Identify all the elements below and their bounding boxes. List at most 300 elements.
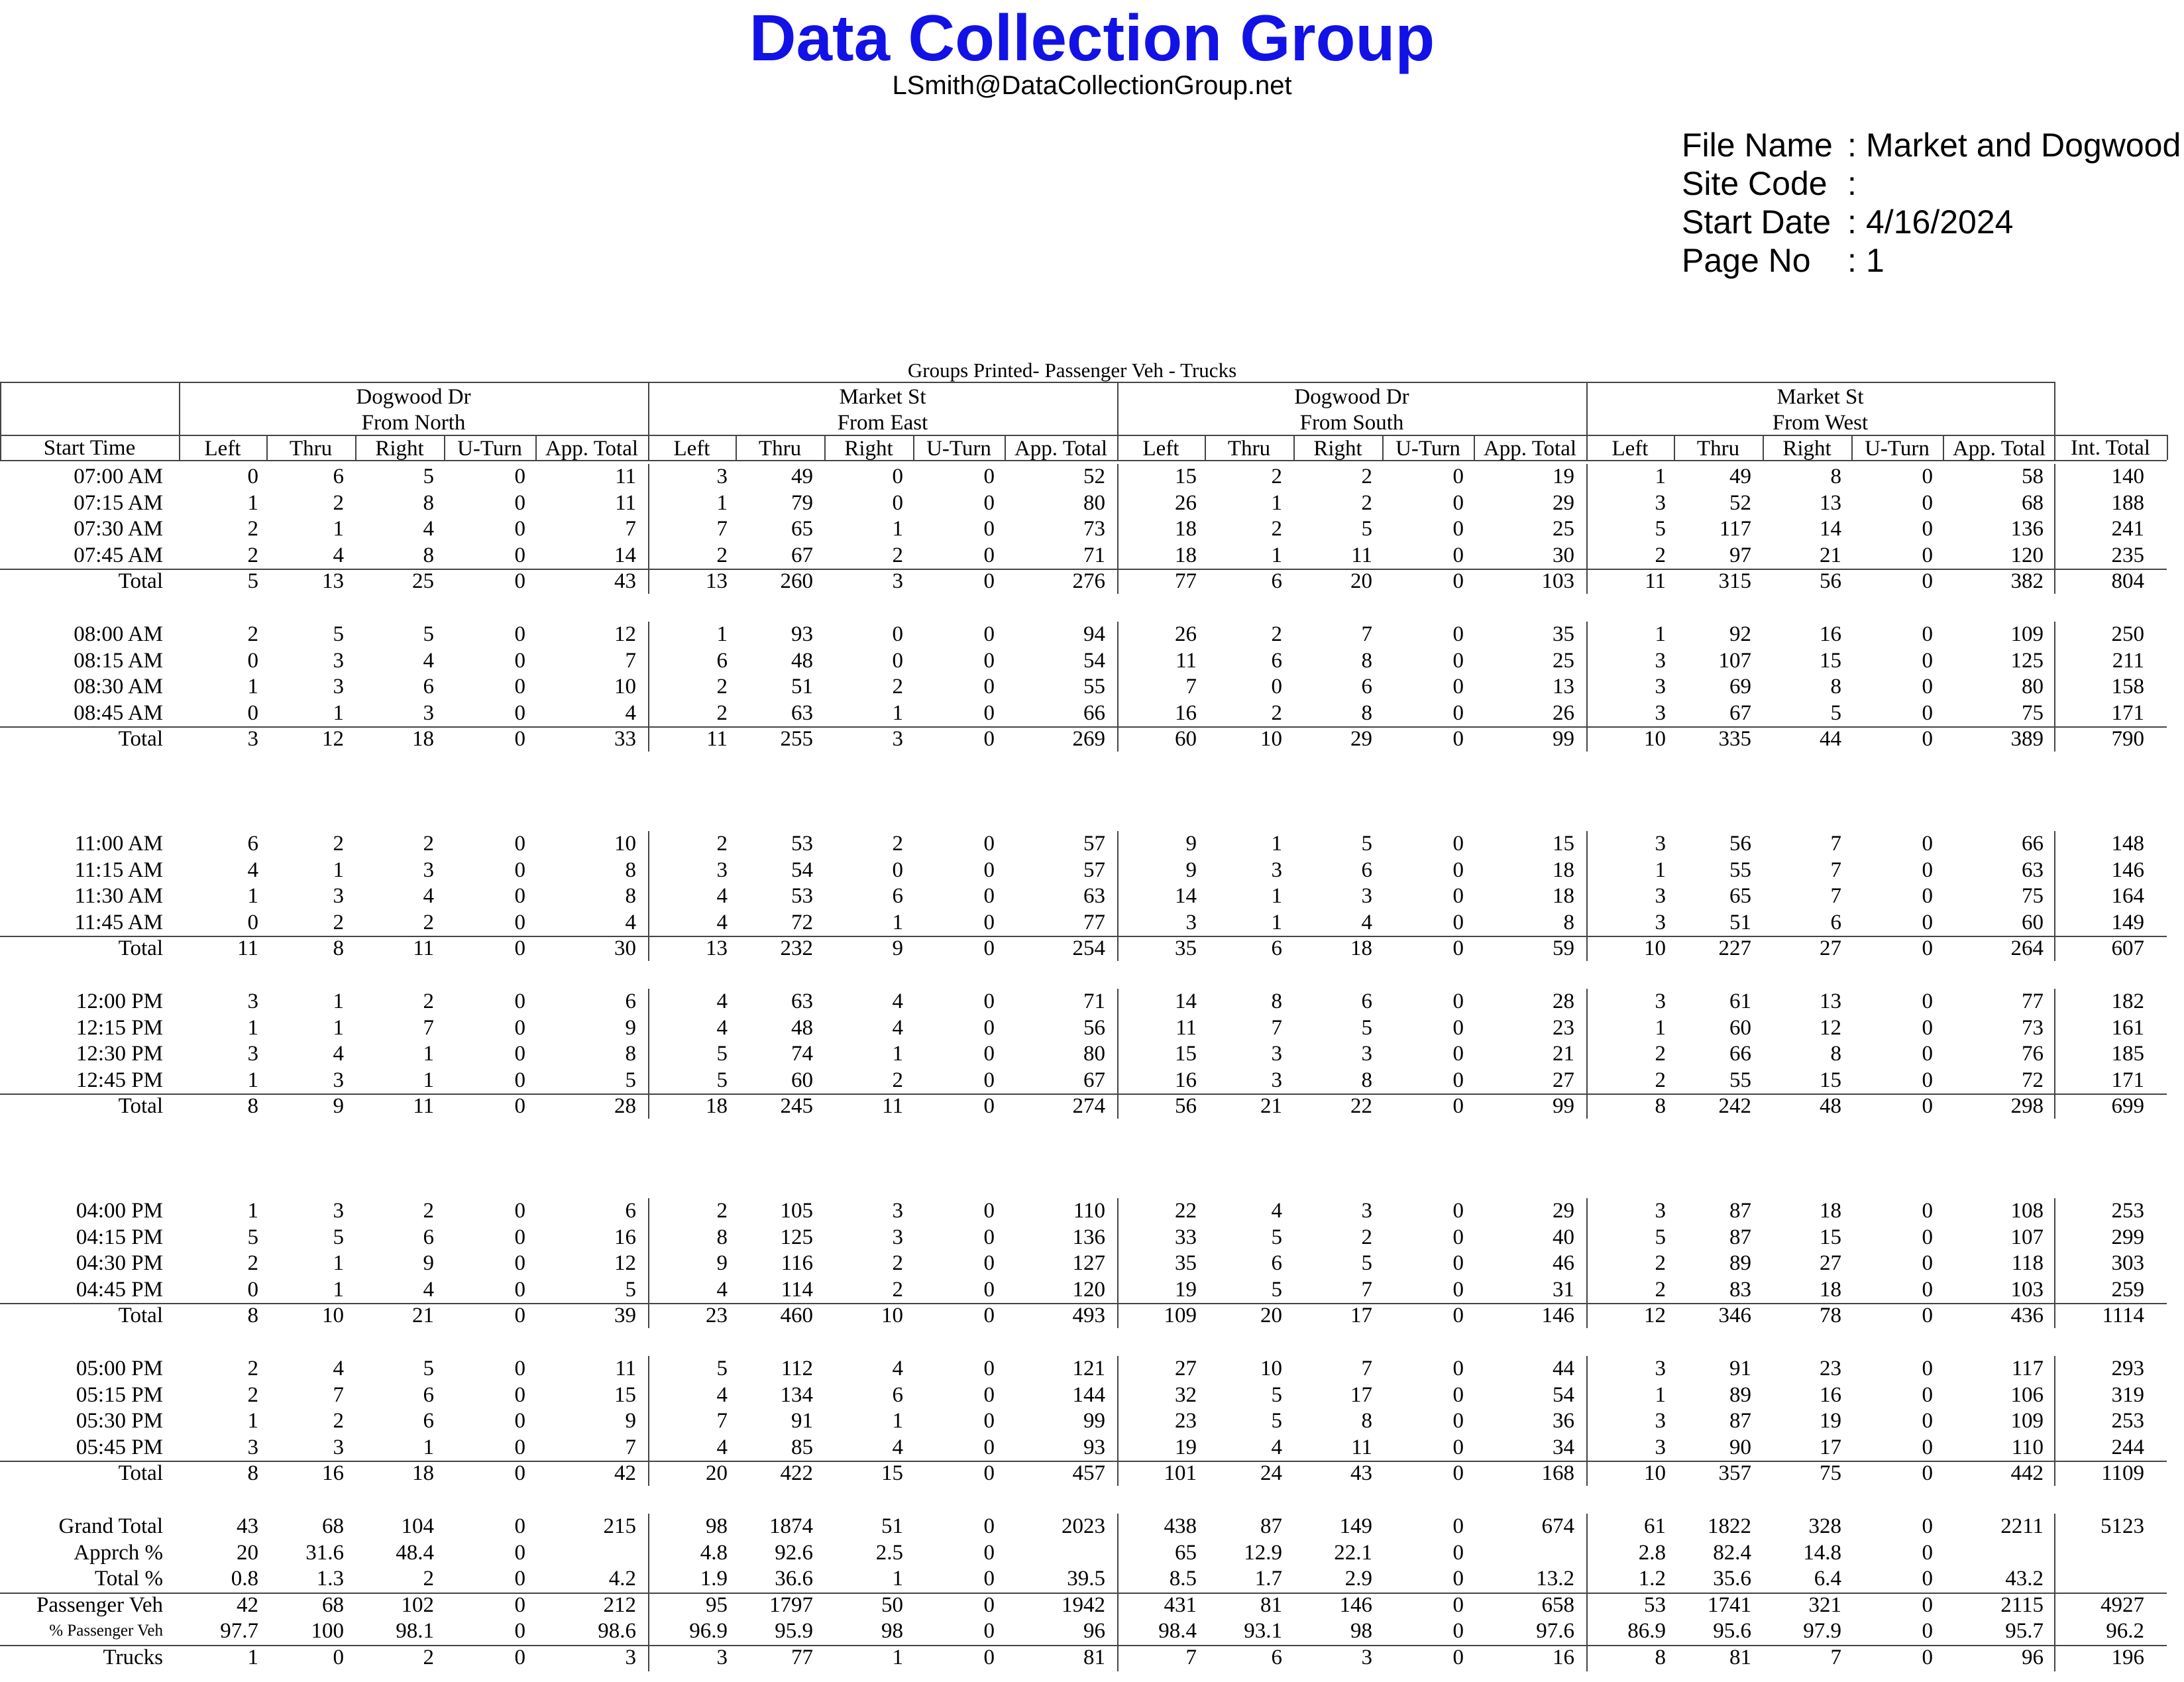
count-cell: 53	[791, 832, 813, 856]
count-cell: 5	[1361, 1015, 1372, 1040]
count-cell: 1874	[769, 1514, 813, 1538]
count-cell: 11	[413, 1094, 434, 1119]
summary-label: Grand Total	[58, 1514, 163, 1538]
count-cell: 71	[1083, 989, 1105, 1013]
count-cell: 110	[2011, 1435, 2044, 1459]
count-cell: 0	[983, 517, 995, 541]
count-cell: 2	[1655, 543, 1666, 567]
count-cell: 0	[983, 936, 995, 961]
count-cell: 0	[983, 648, 995, 673]
summary-label: Apprch %	[74, 1540, 163, 1565]
subheader-divider	[1382, 435, 1384, 460]
count-cell: 185	[2111, 1042, 2144, 1066]
start-time-cell: 11:00 AM	[74, 832, 163, 856]
count-cell: 0	[983, 622, 995, 646]
movement-header: Right	[844, 437, 893, 461]
count-cell: 2	[1655, 1068, 1666, 1092]
start-time-cell: 08:30 AM	[74, 675, 163, 699]
count-cell: 8	[1361, 648, 1372, 673]
count-cell: 15	[1820, 648, 1841, 673]
count-cell: 0	[514, 1567, 525, 1591]
count-cell: 2	[423, 989, 434, 1013]
count-cell: 1	[333, 1251, 344, 1276]
count-cell: 49	[791, 465, 813, 488]
count-cell: 0	[1452, 936, 1464, 961]
count-cell: 264	[2010, 936, 2044, 961]
count-cell: 1	[247, 675, 258, 699]
count-cell: 7	[716, 517, 728, 541]
count-cell: 101	[1164, 1461, 1197, 1486]
count-cell: 17	[1350, 1382, 1372, 1407]
count-cell: 0	[1452, 622, 1464, 646]
count-cell: 8	[247, 1304, 258, 1328]
start-time-cell: 05:30 PM	[76, 1409, 163, 1433]
approach-divider	[2054, 1356, 2055, 1486]
count-cell: 2	[333, 1409, 344, 1433]
count-cell: 96.2	[2106, 1619, 2144, 1644]
count-cell: 245	[780, 1094, 813, 1119]
count-cell: 74	[791, 1042, 813, 1066]
count-cell: 95.6	[1713, 1619, 1751, 1644]
count-cell: 97.9	[1803, 1619, 1841, 1644]
count-cell: 43	[1350, 1461, 1372, 1486]
count-cell: 51	[1729, 910, 1751, 934]
count-cell: 8	[625, 884, 636, 909]
count-cell: 0	[892, 622, 903, 646]
count-cell: 2	[247, 517, 258, 541]
count-cell: 5	[333, 1225, 344, 1249]
count-cell: 2023	[1062, 1514, 1105, 1538]
count-cell: 146	[1541, 1304, 1574, 1328]
count-cell: 8	[1830, 1042, 1841, 1066]
count-cell: 7	[1830, 884, 1841, 909]
count-cell: 8	[1830, 465, 1841, 488]
count-cell: 15	[614, 1382, 636, 1407]
start-time-cell: 05:00 PM	[76, 1357, 163, 1380]
count-cell: 0	[514, 1409, 525, 1433]
count-cell: 0	[1452, 858, 1464, 882]
count-cell: 6	[716, 648, 728, 673]
count-cell: 87	[1260, 1514, 1282, 1538]
count-cell: 15	[1175, 1042, 1197, 1066]
count-cell: 53	[791, 884, 813, 909]
count-cell: 5	[333, 622, 344, 646]
count-cell: 11	[615, 1357, 636, 1380]
count-cell: 55	[1083, 675, 1105, 699]
meta-separator: :	[1847, 203, 1857, 241]
meta-value: 4/16/2024	[1866, 203, 2014, 241]
count-cell: 0	[1452, 490, 1464, 515]
count-cell: 29	[1553, 1199, 1574, 1223]
count-cell: 79	[791, 490, 813, 515]
count-cell: 235	[2111, 543, 2144, 567]
count-cell: 80	[1083, 1042, 1105, 1066]
count-cell: 12	[614, 1251, 636, 1276]
count-cell: 0	[514, 1042, 525, 1066]
approach-street-name: Market St	[1776, 385, 1864, 409]
count-cell: 2	[1271, 701, 1282, 725]
total-label: Total	[118, 569, 163, 594]
count-cell: 1	[247, 490, 258, 515]
count-cell: 3	[1655, 1435, 1666, 1459]
count-cell: 0	[983, 1461, 995, 1486]
count-cell: 5	[423, 622, 434, 646]
count-cell: 26	[1175, 490, 1197, 515]
count-cell: 7	[1185, 1646, 1197, 1669]
approach-divider	[2054, 1198, 2055, 1328]
count-cell: 109	[2010, 1409, 2044, 1433]
count-cell: 98.4	[1158, 1619, 1197, 1644]
count-cell: 36.6	[775, 1567, 813, 1591]
count-cell: 3	[247, 989, 258, 1013]
movement-header: U-Turn	[926, 437, 991, 461]
count-cell: 11	[1645, 569, 1666, 594]
count-cell: 1797	[769, 1593, 813, 1617]
count-cell: 3	[1655, 675, 1666, 699]
count-cell: 0	[1452, 648, 1464, 673]
count-cell: 46	[1553, 1251, 1574, 1276]
summary-rule	[0, 1593, 2167, 1594]
count-cell: 0	[1452, 1567, 1464, 1591]
count-cell: 66	[1729, 1042, 1751, 1066]
count-cell: 91	[1729, 1357, 1751, 1380]
count-cell: 4	[716, 1382, 728, 1407]
count-cell: 357	[1718, 1461, 1751, 1486]
count-cell: 0	[983, 1094, 995, 1119]
count-cell: 0	[983, 1304, 995, 1328]
count-cell: 0	[247, 910, 258, 934]
count-cell: 99	[1553, 1094, 1574, 1119]
count-cell: 11	[1175, 648, 1197, 673]
count-cell: 21	[412, 1304, 434, 1328]
count-cell: 125	[780, 1225, 813, 1249]
summary-label: Trucks	[103, 1646, 163, 1669]
subheader-divider	[1943, 435, 1944, 460]
count-cell: 0	[983, 1042, 995, 1066]
count-cell: 2	[1361, 1225, 1372, 1249]
count-cell: 0	[1452, 1646, 1464, 1669]
count-cell: 3	[1655, 648, 1666, 673]
count-cell: 20	[237, 1540, 258, 1565]
count-cell: 0	[983, 675, 995, 699]
count-cell: 6	[423, 1225, 434, 1249]
count-cell: 3	[1271, 1068, 1282, 1092]
count-cell: 0	[983, 569, 995, 594]
count-cell: 5123	[2101, 1514, 2144, 1538]
count-cell: 108	[2010, 1199, 2044, 1223]
count-cell: 0	[1452, 1461, 1464, 1486]
count-cell: 389	[2010, 727, 2044, 752]
count-cell: 3	[892, 1225, 903, 1249]
count-cell: 93	[791, 622, 813, 646]
count-cell: 6	[1271, 648, 1282, 673]
count-cell: 0	[514, 1277, 525, 1302]
count-cell: 63	[2022, 858, 2044, 882]
meta-separator: :	[1847, 165, 1857, 202]
count-cell: 10	[1260, 727, 1282, 752]
count-cell: 2	[1655, 1042, 1666, 1066]
count-cell: 0	[983, 1514, 995, 1538]
count-cell: 1	[716, 622, 728, 646]
count-cell: 171	[2111, 1068, 2144, 1092]
count-cell: 4	[423, 517, 434, 541]
count-cell: 2.8	[1638, 1540, 1666, 1565]
count-cell: 55	[1729, 1068, 1751, 1092]
count-cell: 0	[1922, 1567, 1933, 1591]
count-cell: 3	[716, 858, 728, 882]
count-cell: 18	[1175, 517, 1197, 541]
count-cell: 269	[1072, 727, 1105, 752]
count-cell: 20	[1260, 1304, 1282, 1328]
count-cell: 0	[514, 675, 525, 699]
count-cell: 2	[716, 1199, 728, 1223]
count-cell: 0	[1922, 1199, 1933, 1223]
count-cell: 0	[1452, 1357, 1464, 1380]
count-cell: 4	[625, 910, 636, 934]
count-cell: 118	[2011, 1251, 2044, 1276]
count-cell: 3	[1361, 1646, 1372, 1669]
start-time-cell: 04:00 PM	[76, 1199, 163, 1223]
count-cell: 0	[1922, 1382, 1933, 1407]
count-cell: 5	[247, 1225, 258, 1249]
count-cell: 0	[983, 1646, 995, 1669]
count-cell: 68	[322, 1593, 344, 1617]
count-cell: 460	[780, 1304, 813, 1328]
count-cell: 0	[1922, 1068, 1933, 1092]
count-cell: 1	[1655, 622, 1666, 646]
movement-header: Left	[1142, 437, 1179, 461]
movement-header: Right	[1782, 437, 1831, 461]
count-cell: 43.2	[2005, 1567, 2044, 1591]
count-cell: 2	[1271, 622, 1282, 646]
count-cell: 49	[1729, 465, 1751, 488]
movement-header: App. Total	[1952, 437, 2046, 461]
count-cell: 96.9	[689, 1619, 728, 1644]
count-cell: 75	[1820, 1461, 1841, 1486]
count-cell: 6	[423, 1409, 434, 1433]
count-cell: 26	[1553, 701, 1574, 725]
count-cell: 8	[1830, 675, 1841, 699]
count-cell: 59	[1553, 936, 1574, 961]
count-cell: 31.6	[305, 1540, 344, 1565]
summary-rule	[0, 1645, 2167, 1646]
count-cell: 100	[311, 1619, 344, 1644]
count-cell: 44	[1553, 1357, 1574, 1380]
count-cell: 3	[892, 727, 903, 752]
count-cell: 39	[614, 1304, 636, 1328]
count-cell: 1741	[1708, 1593, 1751, 1617]
count-cell: 0	[1452, 1015, 1464, 1040]
count-cell: 0	[1271, 675, 1282, 699]
meta-value: Market and Dogwood	[1866, 127, 2181, 164]
count-cell: 1	[1655, 1382, 1666, 1407]
count-cell: 68	[322, 1514, 344, 1538]
count-cell: 0	[1922, 517, 1933, 541]
count-cell: 0	[514, 1461, 525, 1486]
count-cell: 0	[983, 1593, 995, 1617]
total-label: Total	[118, 1304, 163, 1328]
count-cell: 2	[892, 675, 903, 699]
count-cell: 9	[333, 1094, 344, 1119]
count-cell: 90	[1729, 1435, 1751, 1459]
count-cell: 0	[1452, 517, 1464, 541]
count-cell: 5	[716, 1042, 728, 1066]
count-cell: 63	[791, 701, 813, 725]
count-cell: 2	[423, 832, 434, 856]
start-time-cell: 04:15 PM	[76, 1225, 163, 1249]
count-cell: 4	[892, 1357, 903, 1380]
count-cell: 93.1	[1244, 1619, 1282, 1644]
count-cell: 1	[333, 1015, 344, 1040]
count-cell: 33	[1175, 1225, 1197, 1249]
count-cell: 56	[1175, 1094, 1197, 1119]
count-cell: 215	[603, 1514, 636, 1538]
summary-label: Passenger Veh	[36, 1593, 163, 1617]
count-cell: 254	[1072, 936, 1105, 961]
count-cell: 3	[423, 858, 434, 882]
count-cell: 0	[983, 910, 995, 934]
count-cell: 1	[892, 1409, 903, 1433]
count-cell: 4	[423, 884, 434, 909]
count-cell: 4	[1271, 1199, 1282, 1223]
count-cell: 0	[983, 1540, 995, 1565]
count-cell: 4	[1271, 1435, 1282, 1459]
subheader-divider	[1674, 435, 1675, 460]
count-cell: 0	[983, 1015, 995, 1040]
count-cell: 1	[247, 1199, 258, 1223]
count-cell: 18	[1820, 1199, 1841, 1223]
count-cell: 87	[1729, 1225, 1751, 1249]
count-cell: 790	[2111, 727, 2144, 752]
count-cell: 0	[1452, 884, 1464, 909]
count-cell: 6	[892, 884, 903, 909]
count-cell: 6	[423, 675, 434, 699]
count-cell: 6	[1830, 910, 1841, 934]
count-cell: 2	[247, 622, 258, 646]
count-cell: 4	[423, 648, 434, 673]
movement-header: U-Turn	[1865, 437, 1930, 461]
count-cell: 382	[2010, 569, 2044, 594]
count-cell: 12	[614, 622, 636, 646]
count-cell: 92	[1729, 622, 1751, 646]
count-cell: 19	[1553, 465, 1574, 488]
count-cell: 2	[716, 832, 728, 856]
count-cell: 18	[412, 727, 434, 752]
count-cell: 104	[401, 1514, 434, 1538]
count-cell: 4	[892, 989, 903, 1013]
count-cell: 55	[1729, 858, 1751, 882]
count-cell: 11	[237, 936, 258, 961]
count-cell: 95.9	[775, 1619, 813, 1644]
subheader-divider	[1474, 435, 1475, 460]
count-cell: 0	[1922, 884, 1933, 909]
count-cell: 328	[1808, 1514, 1841, 1538]
count-cell: 0	[1452, 1409, 1464, 1433]
count-cell: 2	[333, 490, 344, 515]
count-cell: 5	[716, 1068, 728, 1092]
contact-email: LSmith@DataCollectionGroup.net	[892, 71, 1292, 100]
count-cell: 1	[247, 1646, 258, 1669]
count-cell: 98.1	[396, 1619, 434, 1644]
start-time-cell: 12:45 PM	[76, 1068, 163, 1092]
count-cell: 146	[1339, 1593, 1372, 1617]
start-time-cell: 07:30 AM	[74, 517, 163, 541]
count-cell: 0	[514, 1646, 525, 1669]
count-cell: 8	[1361, 701, 1372, 725]
count-cell: 6	[1271, 936, 1282, 961]
movement-header: Thru	[1696, 437, 1740, 461]
count-cell: 319	[2111, 1382, 2144, 1407]
count-cell: 298	[2010, 1094, 2044, 1119]
count-cell: 97.7	[220, 1619, 258, 1644]
count-cell: 255	[780, 727, 813, 752]
count-cell: 0	[1922, 1593, 1933, 1617]
count-cell: 85	[791, 1435, 813, 1459]
count-cell: 4	[716, 989, 728, 1013]
count-cell: 303	[2111, 1251, 2144, 1276]
count-cell: 107	[2010, 1225, 2044, 1249]
count-cell: 442	[2010, 1461, 2044, 1486]
count-cell: 14	[614, 543, 636, 567]
count-cell: 1	[892, 910, 903, 934]
count-cell: 438	[1164, 1514, 1197, 1538]
count-cell: 13	[1820, 490, 1841, 515]
count-cell: 0	[1452, 1593, 1464, 1617]
count-cell: 27	[1553, 1068, 1574, 1092]
count-cell: 18	[1553, 858, 1574, 882]
count-cell: 29	[1350, 727, 1372, 752]
count-cell: 26	[1175, 622, 1197, 646]
start-time-cell: 04:45 PM	[76, 1277, 163, 1302]
count-cell: 61	[1729, 989, 1751, 1013]
count-cell: 42	[237, 1593, 258, 1617]
count-cell: 3	[716, 1646, 728, 1669]
count-cell: 0	[1452, 832, 1464, 856]
count-cell: 0	[1922, 1094, 1933, 1119]
count-cell: 66	[1083, 701, 1105, 725]
count-cell: 6	[423, 1382, 434, 1407]
count-cell: 21	[1260, 1094, 1282, 1119]
count-cell: 3	[333, 675, 344, 699]
count-cell: 8	[716, 1225, 728, 1249]
count-cell: 51	[881, 1514, 903, 1538]
count-cell: 0	[1452, 543, 1464, 567]
count-cell: 98	[881, 1619, 903, 1644]
count-cell: 91	[791, 1409, 813, 1433]
count-cell: 0	[1922, 858, 1933, 882]
count-cell: 8	[1655, 1094, 1666, 1119]
count-cell: 36	[1553, 1409, 1574, 1433]
movement-header: Left	[1611, 437, 1649, 461]
count-cell: 65	[1729, 884, 1751, 909]
count-cell: 0	[983, 858, 995, 882]
count-cell: 33	[614, 727, 636, 752]
count-cell: 0	[983, 1409, 995, 1433]
count-cell: 3	[892, 1199, 903, 1223]
count-cell: 0	[1922, 490, 1933, 515]
count-cell: 2	[1271, 517, 1282, 541]
count-cell: 5	[1361, 517, 1372, 541]
count-cell: 63	[1083, 884, 1105, 909]
approach-street-name: Dogwood Dr	[356, 385, 471, 409]
meta-value: 1	[1866, 242, 1884, 279]
count-cell: 13	[706, 569, 728, 594]
count-cell: 493	[1072, 1304, 1105, 1328]
count-cell: 0	[1922, 1015, 1933, 1040]
count-cell: 52	[1083, 465, 1105, 488]
count-cell: 29	[1553, 490, 1574, 515]
count-cell: 28	[614, 1094, 636, 1119]
